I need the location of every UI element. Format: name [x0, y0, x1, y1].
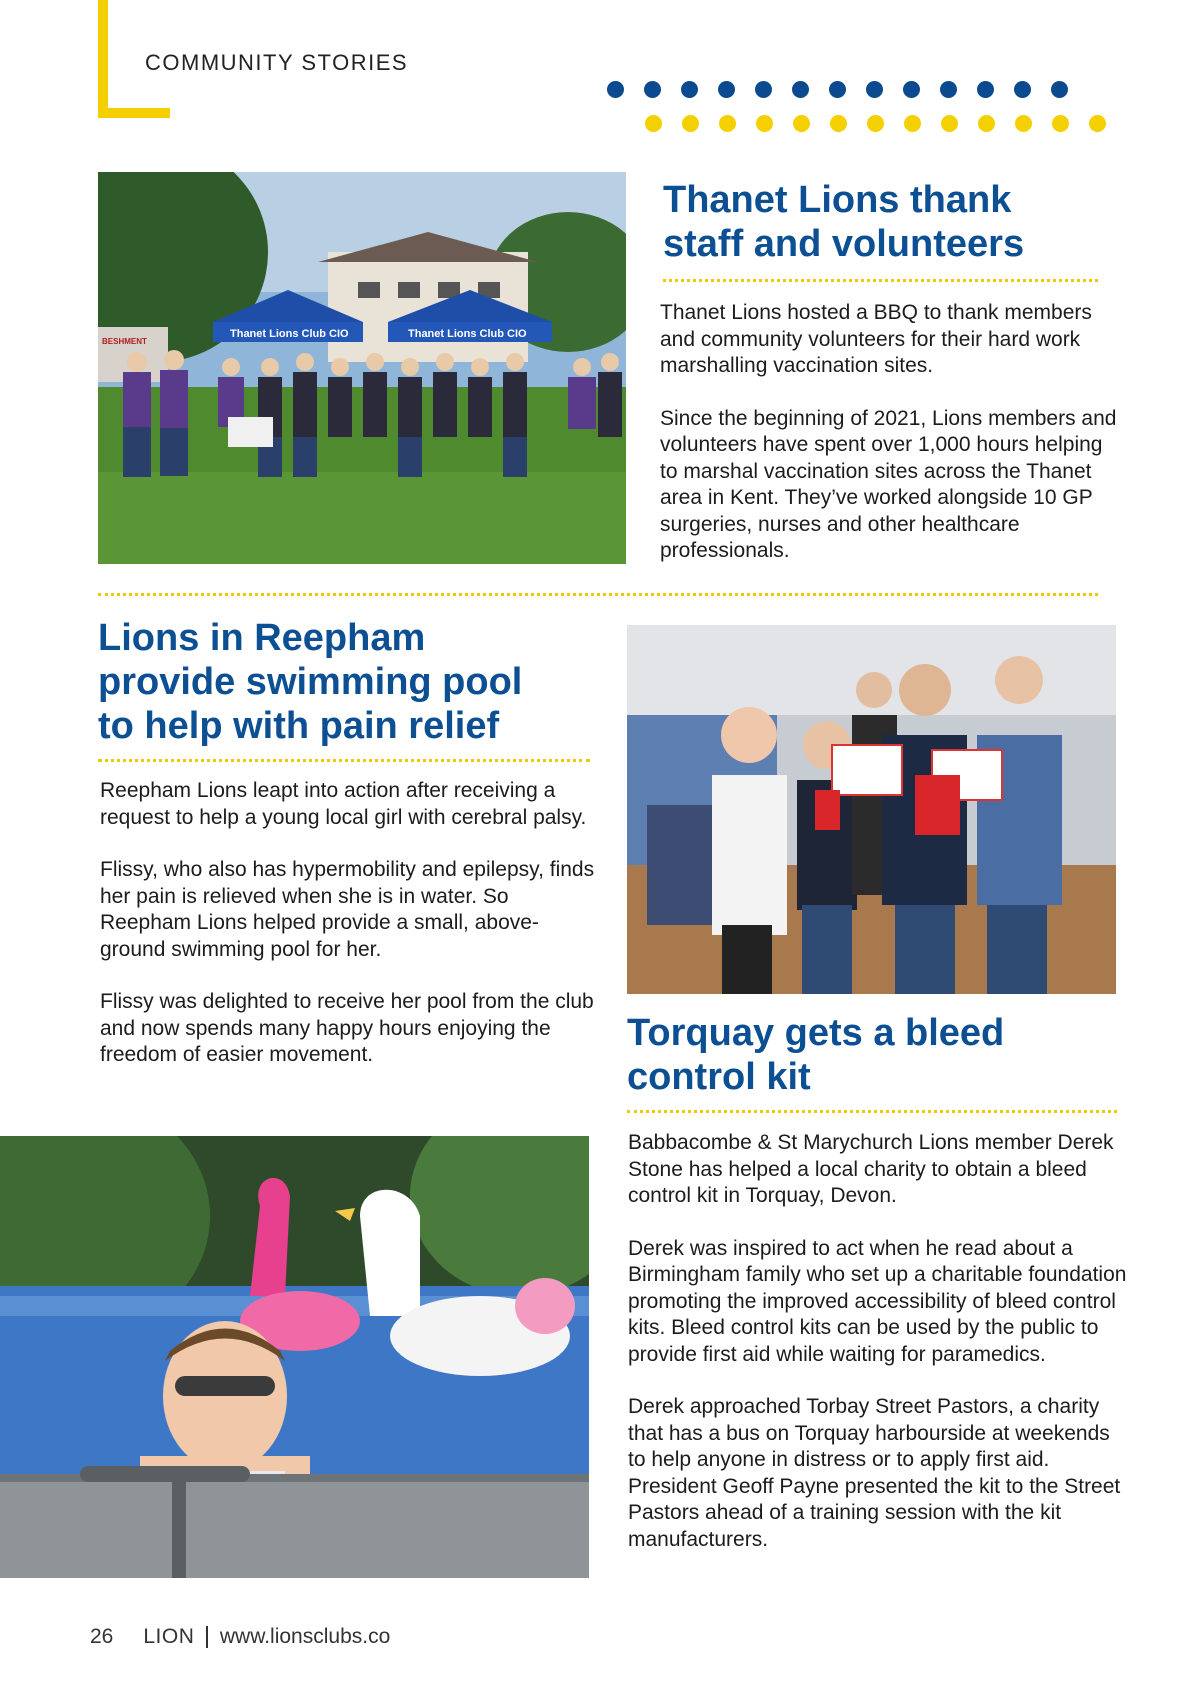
story3-paragraph: Derek approached Torbay Street Pastors, a charity that has a bus on Torquay harbourside at weekends to help anyone in distress or to apply first aid. President Geoff Payne presented the kit to the Street Pastors ahead of a training session with the kit manufacturers.: [628, 1395, 1121, 1551]
story1-headline-line1: Thanet Lions thank: [663, 179, 1012, 221]
story2-headline: [98, 616, 618, 748]
yellow-dot: [941, 115, 958, 132]
page-footer: [90, 1625, 390, 1649]
blue-dot: [718, 81, 735, 98]
pool-photo: [0, 1136, 589, 1578]
story2-paragraph: Flissy, who also has hypermobility and epilepsy, finds her pain is relieved when she is in water. So Reepham Lions helped provide a small, above-ground swimming pool for her.: [100, 858, 595, 961]
story3-dotted-rule: [627, 1110, 1117, 1113]
story1-headline-line2: staff and volunteers: [663, 223, 1025, 265]
story1-body: [660, 300, 1120, 591]
blue-dot: [1014, 81, 1031, 98]
footer-url: www.lionsclubs.co: [219, 1625, 391, 1648]
blue-dot: [903, 81, 920, 98]
yellow-dot: [756, 115, 773, 132]
yellow-dot: [719, 115, 736, 132]
blue-dot: [681, 81, 698, 98]
bleed-kit-photo: [627, 625, 1116, 994]
story2-paragraph: Reepham Lions leapt into action after receiving a request to help a young local girl with cerebral palsy.: [100, 779, 587, 829]
story1-paragraph: Since the beginning of 2021, Lions members and volunteers have spent over 1,000 hours helping to marshal vaccination sites across the Thanet area in Kent. They’ve worked alongside 10 GP surgeries, nurses and other healthcare professionals.: [660, 406, 1117, 562]
story-divider-rule: [98, 593, 1098, 596]
yellow-dot: [645, 115, 662, 132]
blue-dot: [977, 81, 994, 98]
yellow-dot: [904, 115, 921, 132]
gazebo-banner-right: Thanet Lions Club CIO: [408, 328, 527, 340]
story2-body: [100, 778, 600, 1095]
yellow-dot: [1015, 115, 1032, 132]
dot-row-yellow: [645, 115, 1126, 132]
yellow-dot: [867, 115, 884, 132]
blue-dot: [755, 81, 772, 98]
yellow-dot: [1052, 115, 1069, 132]
blue-dot: [829, 81, 846, 98]
footer-divider: [206, 1626, 208, 1648]
gazebo-banner-left: Thanet Lions Club CIO: [230, 328, 349, 340]
blue-dot: [644, 81, 661, 98]
story2-headline-line1: Lions in Reepham: [98, 617, 426, 659]
page-number: 26: [90, 1625, 114, 1648]
yellow-dot: [1089, 115, 1106, 132]
footer-brand: LION: [143, 1625, 195, 1648]
dot-row-blue: [607, 81, 1088, 98]
story2-paragraph: Flissy was delighted to receive her pool from the club and now spends many happy hours enjoying the freedom of easier movement.: [100, 990, 594, 1066]
story2-headline-line3: to help with pain relief: [98, 705, 500, 747]
story3-headline-line2: control kit: [627, 1056, 811, 1098]
section-label: COMMUNITY STORIES: [145, 50, 409, 75]
blue-dot: [792, 81, 809, 98]
story3-paragraph: Derek was inspired to act when he read about a Birmingham family who set up a charitable foundation promoting the improved accessibility of bleed control kits. Bleed control kits can be used by the public to provide first aid while waiting for paramedics.: [628, 1236, 1127, 1366]
refreshment-sign: BESHMENT: [102, 337, 147, 346]
blue-dot: [866, 81, 883, 98]
yellow-dot: [978, 115, 995, 132]
story3-body: [628, 1130, 1128, 1579]
story3-headline: [627, 1011, 1127, 1099]
story1-paragraph: Thanet Lions hosted a BBQ to thank members and community volunteers for their hard work marshalling vaccination sites.: [660, 301, 1092, 377]
story1-dotted-rule: [663, 279, 1098, 282]
story3-paragraph: Babbacombe & St Marychurch Lions member Derek Stone has helped a local charity to obtain a bleed control kit in Torquay, Devon.: [628, 1131, 1114, 1207]
yellow-dot: [682, 115, 699, 132]
blue-dot: [940, 81, 957, 98]
story2-dotted-rule: [98, 759, 590, 762]
story2-headline-line2: provide swimming pool: [98, 661, 523, 703]
blue-dot: [1051, 81, 1068, 98]
story3-headline-line1: Torquay gets a bleed: [627, 1012, 1005, 1054]
yellow-dot: [793, 115, 810, 132]
corner-bracket-horizontal: [98, 108, 170, 118]
blue-dot: [607, 81, 624, 98]
corner-bracket-vertical: [98, 0, 108, 118]
story1-headline: [663, 178, 1123, 266]
thanet-bbq-photo: [98, 172, 626, 564]
yellow-dot: [830, 115, 847, 132]
